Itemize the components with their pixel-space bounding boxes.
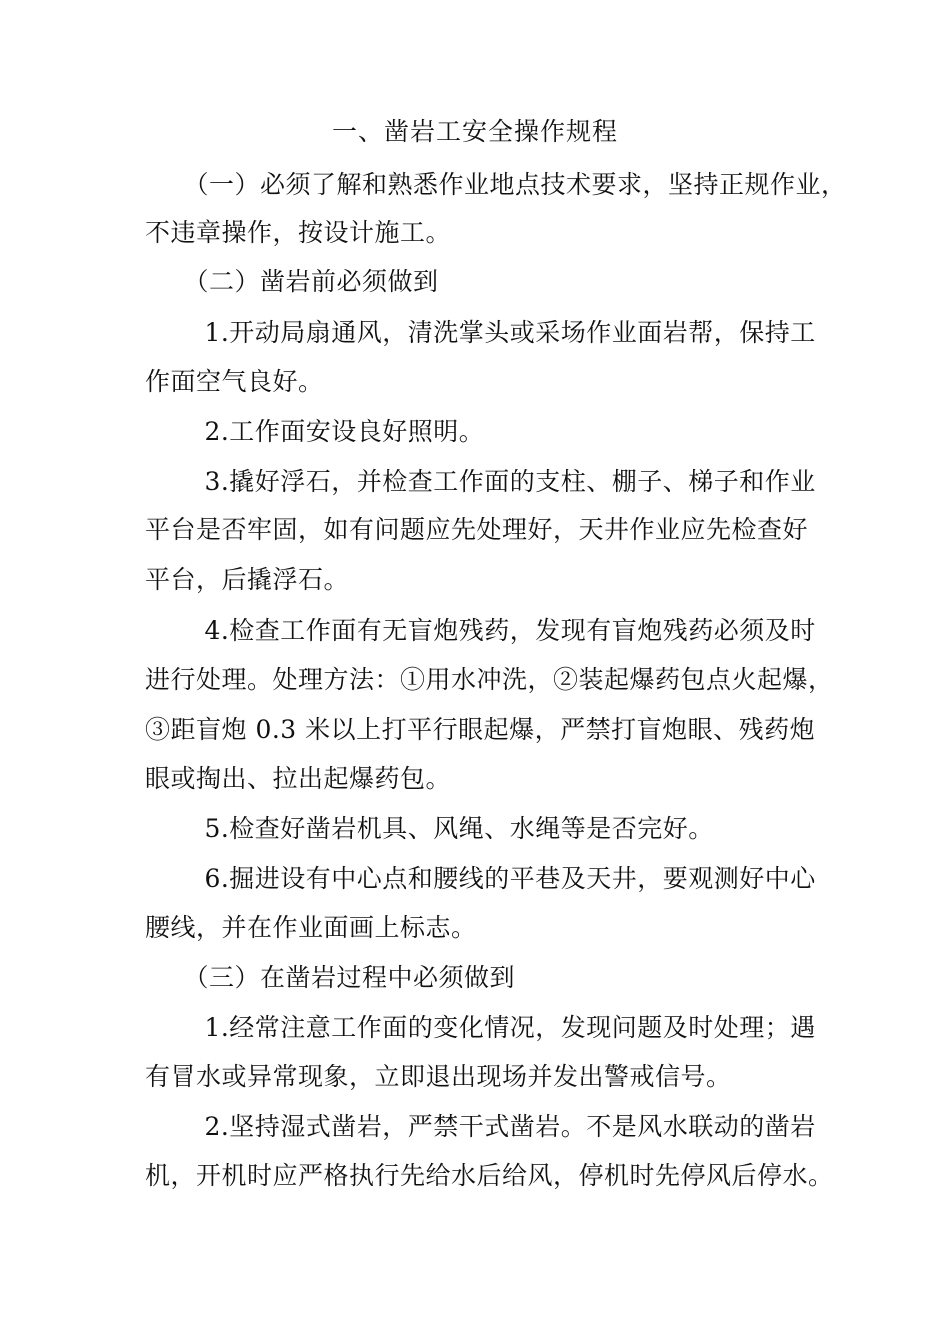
text-line: 腰线，并在作业面画上标志。 (145, 913, 477, 942)
text-line: 平台是否牢固，如有问题应先处理好，天井作业应先检查好 (145, 515, 809, 544)
document-title: 一、凿岩工安全操作规程 (331, 117, 618, 146)
text-line: ③距盲炮 0.3 米以上打平行眼起爆，严禁打盲炮眼、残药炮 (145, 715, 816, 744)
text-line: 机，开机时应严格执行先给水后给风，停机时先停风后停水。 (145, 1161, 834, 1190)
text-line: 6.掘进设有中心点和腰线的平巷及天井，要观测好中心 (145, 864, 816, 893)
text-line: （二）凿岩前必须做到 (145, 267, 439, 296)
text-line: 进行处理。处理方法：①用水冲洗，②装起爆药包点火起爆， (145, 665, 834, 694)
text-line: 1.开动局扇通风，清洗掌头或采场作业面岩帮，保持工 (145, 318, 816, 347)
text-line: 3.撬好浮石，并检查工作面的支柱、棚子、梯子和作业 (145, 467, 816, 496)
text-line: 作面空气良好。 (145, 367, 324, 396)
text-line: 不违章操作，按设计施工。 (145, 218, 452, 247)
text-line: 眼或掏出、拉出起爆药包。 (145, 764, 452, 793)
text-line: 5.检查好凿岩机具、风绳、水绳等是否完好。 (145, 814, 714, 843)
text-line: （三）在凿岩过程中必须做到 (145, 963, 516, 992)
text-line: 2.坚持湿式凿岩，严禁干式凿岩。不是风水联动的凿岩 (145, 1112, 816, 1141)
text-line: 2.工作面安设良好照明。 (145, 417, 485, 446)
text-line: 有冒水或异常现象，立即退出现场并发出警戒信号。 (145, 1062, 732, 1091)
text-line: 4.检查工作面有无盲炮残药，发现有盲炮残药必须及时 (145, 616, 816, 645)
text-line: 1.经常注意工作面的变化情况，发现问题及时处理；遇 (145, 1013, 816, 1042)
text-line: 平台，后撬浮石。 (145, 565, 350, 594)
text-line: （一）必须了解和熟悉作业地点技术要求，坚持正规作业， (145, 170, 847, 199)
